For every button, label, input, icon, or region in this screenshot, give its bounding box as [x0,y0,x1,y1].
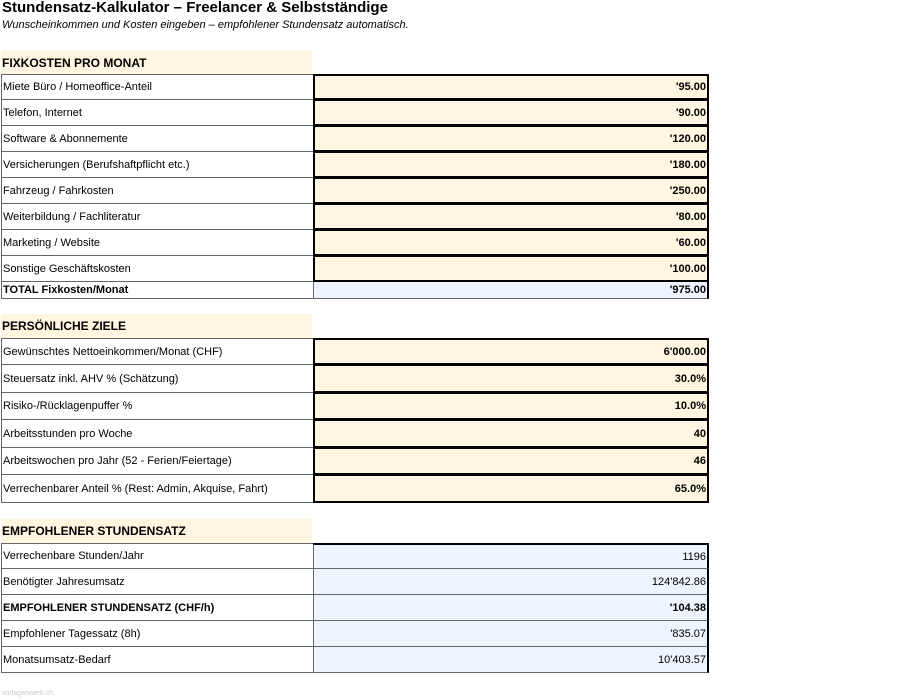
page-title: Stundensatz-Kalkulator – Freelancer & Selbstständige [2,0,388,16]
row-label: Arbeitsstunden pro Woche [1,420,313,448]
row-label: Steuersatz inkl. AHV % (Schätzung) [1,365,313,393]
input-cell[interactable]: '100.00 [313,256,709,282]
table-row [1,178,709,204]
input-cell[interactable]: '250.00 [313,178,709,204]
row-label: Software & Abonnemente [1,126,313,152]
table-row [1,475,709,503]
result-cell: 124'842.86 [313,569,709,595]
input-cell[interactable]: '90.00 [313,100,709,126]
table-row [1,100,709,126]
table-row [1,569,709,595]
row-label: Verrechenbare Stunden/Jahr [1,543,313,569]
input-cell[interactable]: '180.00 [313,152,709,178]
table-row [1,230,709,256]
total-value: '975.00 [313,282,709,299]
table-row [1,393,709,420]
table-row [1,126,709,152]
row-label: EMPFOHLENER STUNDENSATZ (CHF/h) [1,595,313,621]
table-row [1,74,709,100]
page-subtitle: Wunscheinkommen und Kosten eingeben – empfohlener Stundensatz automatisch. [2,19,409,31]
total-row [1,282,709,299]
input-cell[interactable]: '60.00 [313,230,709,256]
result-cell: '104.38 [313,595,709,621]
result-cell: 1196 [313,543,709,569]
input-cell[interactable]: '80.00 [313,204,709,230]
row-label: Sonstige Geschäftskosten [1,256,313,282]
row-label: Marketing / Website [1,230,313,256]
row-label: Empfohlener Tagessatz (8h) [1,621,313,647]
table-row [1,420,709,448]
table-row [1,448,709,475]
row-label: Monatsumsatz-Bedarf [1,647,313,673]
input-cell[interactable]: '95.00 [313,74,709,100]
table-row [1,647,709,673]
row-label: Benötigter Jahresumsatz [1,569,313,595]
row-label: Versicherungen (Berufshaftpflicht etc.) [1,152,313,178]
table-row [1,621,709,647]
table-row [1,543,709,569]
section-header-stundensatz: EMPFOHLENER STUNDENSATZ [1,519,312,543]
row-label: Verrechenbarer Anteil % (Rest: Admin, Akquise, Fahrt) [1,475,313,503]
row-label: Miete Büro / Homeoffice-Anteil [1,74,313,100]
input-cell[interactable]: '120.00 [313,126,709,152]
input-cell[interactable]: 65.0% [313,475,709,503]
input-cell[interactable]: 40 [313,420,709,448]
table-row [1,152,709,178]
input-cell[interactable]: 30.0% [313,365,709,393]
section-header-fixkosten: FIXKOSTEN PRO MONAT [1,51,312,74]
table-row [1,256,709,282]
input-cell[interactable]: 10.0% [313,393,709,420]
table-row [1,365,709,393]
row-label: Gewünschtes Nettoeinkommen/Monat (CHF) [1,338,313,365]
footer-watermark: vorlagenwerk.ch [2,690,53,697]
row-label: Risiko-/Rücklagenpuffer % [1,393,313,420]
highlight-row [1,595,709,621]
section-header-ziele: PERSÖNLICHE ZIELE [1,314,312,338]
row-label: Arbeitswochen pro Jahr (52 - Ferien/Feiertage) [1,448,313,475]
row-label: Fahrzeug / Fahrkosten [1,178,313,204]
table-row [1,204,709,230]
input-cell[interactable]: 6'000.00 [313,338,709,365]
result-cell: '835.07 [313,621,709,647]
row-label: Telefon, Internet [1,100,313,126]
table-row [1,338,709,365]
row-label: Weiterbildung / Fachliteratur [1,204,313,230]
result-cell: 10'403.57 [313,647,709,673]
input-cell[interactable]: 46 [313,448,709,475]
total-label: TOTAL Fixkosten/Monat [1,282,313,299]
